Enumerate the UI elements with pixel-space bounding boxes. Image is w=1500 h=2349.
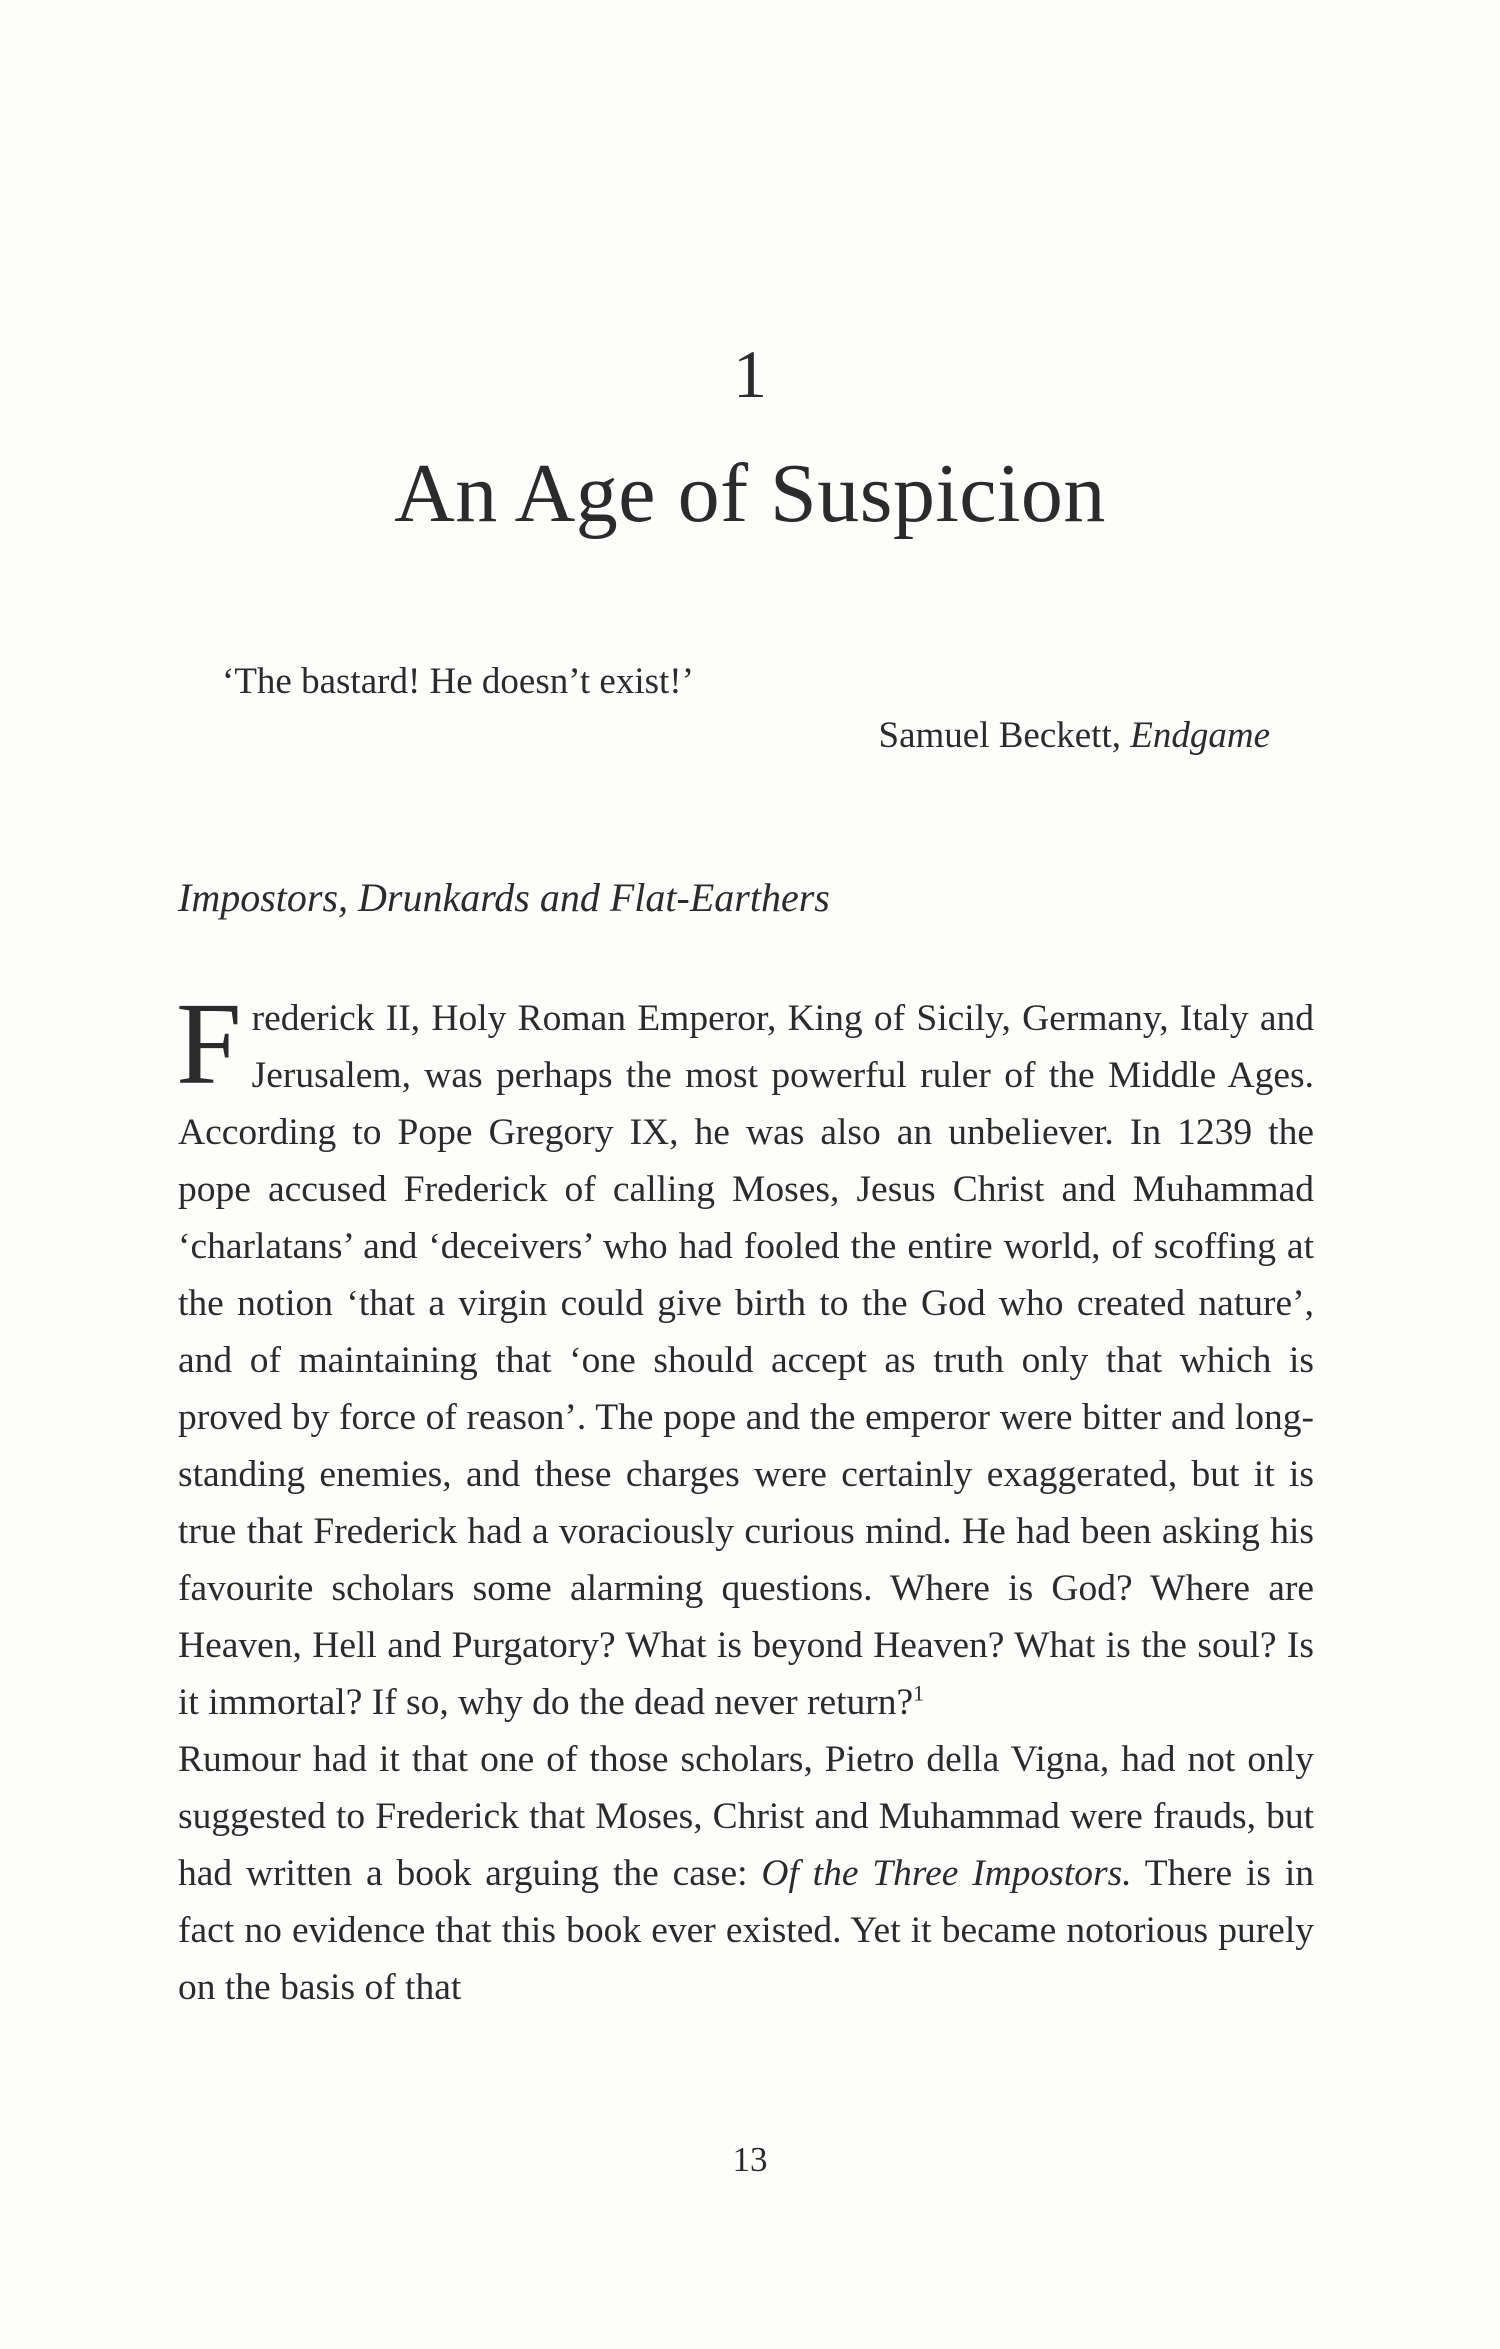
paragraph-1-text: rederick II, Holy Roman Emperor, King of Sicily, Germany, Italy and Jerusalem, was perhaps the most powerful ruler of the Middle Ages. According to Pope Gregory IX, he was also an unbeliever. In 1239 the pope accused Frederick of calling Moses, Jesus Christ and Muhammad ‘charlatans’ and ‘deceivers’ who had fooled the entire world, of scoffing at the notion ‘that a virgin could give birth to the God who created nature’, and of maintaining that ‘one should accept as truth only that which is proved by force of reason’. The pope and the emperor were bitter and long-standing enemies, and these charges were certainly exaggerated, but it is true that Frederick had a voraciously curious mind. He had been asking his favourite scholars some alarming questions. Where is God? Where are Heaven, Hell and Purgatory? What is beyond Heaven? What is the soul? Is it immortal? If so, why do the dead never return? [178,998,1314,1723]
chapter-title: An Age of Suspicion [394,447,1106,540]
paragraph-2 [178,1731,1314,2016]
epigraph-author: Samuel Beckett, [878,715,1121,756]
page-number: 13 [732,2140,768,2179]
section-heading: Impostors, Drunkards and Flat-Earthers [178,875,830,920]
epigraph-quote: ‘The bastard! He doesn’t exist!’ [222,661,694,702]
footnote-reference: 1 [913,1680,925,1706]
book-title: Of the Three Impostors. [761,1853,1132,1894]
paragraph-2-text-b: There is in fact no evidence that this book ever existed. Yet it became notorious purely on the basis of that [178,1853,1315,2008]
epigraph-attribution [879,714,1271,758]
drop-cap: F [176,978,242,1109]
paragraph-2-text-a: Rumour had it that one of those scholars, Pietro della Vigna, had not only suggested to Frederick that Moses, Christ and Muhammad were frauds, but had written a book arguing the case: [178,1739,1314,1894]
chapter-number: 1 [733,336,767,412]
epigraph-work: Endgame [1130,715,1270,756]
paragraph-1 [176,978,1314,1731]
body-text [176,978,1315,2016]
